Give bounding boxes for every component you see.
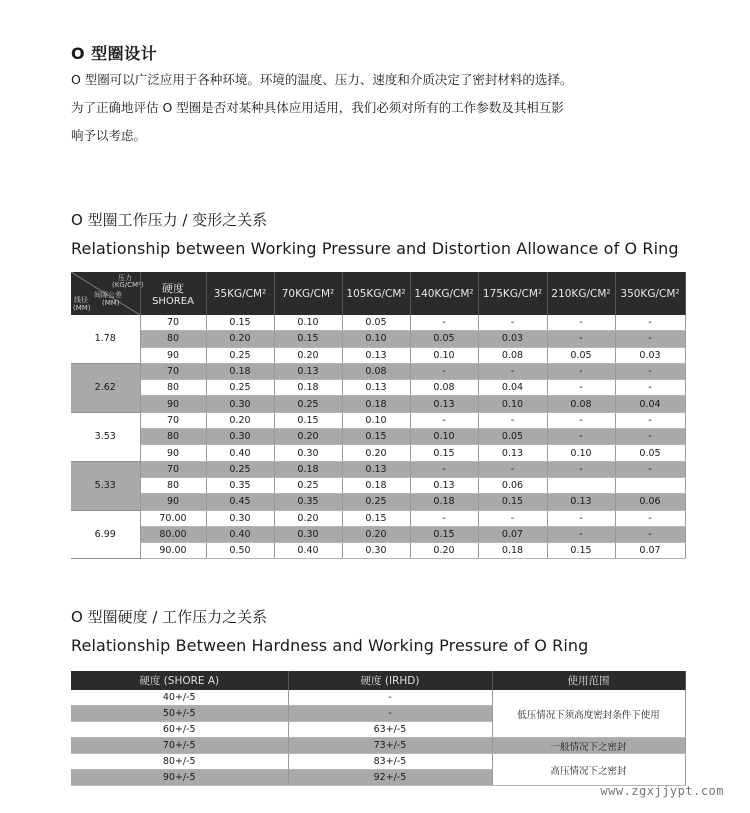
hardness-cell: 80 [140,380,206,396]
corner-header-cell [71,272,144,315]
value-cell: 0.10 [274,315,342,331]
value-cell: - [615,429,685,445]
value-cell: 0.30 [274,526,342,542]
value-cell: 0.03 [615,347,685,363]
value-cell: 0.10 [342,331,410,347]
table-row [71,412,685,428]
value-cell: 0.15 [274,331,342,347]
diameter-cell: 5.33 [71,461,140,510]
value-cell: 0.06 [478,477,547,493]
value-cell: - [410,315,478,331]
shore-cell: 40+/-5 [71,690,288,706]
value-cell: - [547,461,615,477]
pressure-col-header: 35KG/CM² [206,272,274,315]
table-row [71,510,685,526]
value-cell: - [547,380,615,396]
hardness-header-cn: 硬度 [162,282,184,295]
diameter-cell: 3.53 [71,412,140,461]
value-cell: 0.25 [206,461,274,477]
hardness-table-header-row [71,671,685,690]
hardness-cell: 90 [140,347,206,363]
value-cell: 0.13 [478,445,547,461]
value-cell: 0.13 [410,477,478,493]
hardness-section-title-cn: O 型圈硬度 / 工作压力之关系 [71,608,268,626]
value-cell: 0.20 [342,526,410,542]
diameter-cell: 2.62 [71,363,140,412]
table-row [71,315,685,331]
hardness-col-header: 硬度 (IRHD) [288,671,492,690]
value-cell: 0.03 [478,331,547,347]
shore-cell: 60+/-5 [71,722,288,738]
value-cell: 0.50 [206,543,274,559]
value-cell: 0.05 [410,331,478,347]
value-cell: 0.45 [206,494,274,510]
value-cell: 0.15 [206,315,274,331]
value-cell: - [615,380,685,396]
value-cell: 0.18 [274,461,342,477]
hardness-cell: 90 [140,494,206,510]
value-cell: 0.13 [342,461,410,477]
value-cell: 0.13 [342,347,410,363]
value-cell: 0.30 [206,429,274,445]
design-paragraph-line-3: 响予以考虑。 [71,128,147,143]
value-cell: 0.30 [206,510,274,526]
value-cell: 0.30 [342,543,410,559]
value-cell: - [615,331,685,347]
hardness-cell: 70.00 [140,510,206,526]
value-cell [615,477,685,493]
value-cell: - [410,363,478,379]
usage-cell: 高压情况下之密封 [492,754,685,786]
value-cell: - [547,331,615,347]
usage-cell: 低压情况下须高度密封条件下使用 [492,690,685,738]
value-cell: 0.25 [274,396,342,412]
value-cell: 0.10 [342,412,410,428]
value-cell: 0.13 [342,380,410,396]
value-cell: 0.20 [274,510,342,526]
hardness-section-title-en: Relationship Between Hardness and Working Pressure of O Ring [71,636,589,655]
hardness-pressure-table [71,671,686,786]
value-cell: 0.15 [547,543,615,559]
table-row [71,738,685,754]
pressure-col-header: 350KG/CM² [615,272,685,315]
hardness-cell: 80 [140,477,206,493]
table-row [71,429,685,445]
pressure-table-header-row [71,272,685,315]
corner-gap-label: 间隙公差 [94,291,122,299]
value-cell: 0.18 [478,543,547,559]
value-cell: - [478,363,547,379]
value-cell: 0.25 [206,347,274,363]
irhd-cell: 92+/-5 [288,770,492,786]
value-cell [547,477,615,493]
table-row [71,347,685,363]
value-cell: - [615,363,685,379]
value-cell: - [547,510,615,526]
value-cell: 0.40 [206,526,274,542]
value-cell: 0.04 [615,396,685,412]
value-cell: 0.05 [615,445,685,461]
table-row [71,396,685,412]
table-row [71,380,685,396]
table-row [71,461,685,477]
value-cell: 0.07 [478,526,547,542]
hardness-cell: 70 [140,315,206,331]
value-cell: 0.04 [478,380,547,396]
pressure-col-header: 70KG/CM² [274,272,342,315]
value-cell: 0.10 [547,445,615,461]
irhd-cell: 63+/-5 [288,722,492,738]
corner-diameter-label: 线径 [74,296,88,304]
irhd-cell: 83+/-5 [288,754,492,770]
hardness-header-en: SHOREA [152,296,194,307]
value-cell: 0.10 [478,396,547,412]
value-cell: 0.25 [342,494,410,510]
value-cell: 0.20 [206,331,274,347]
value-cell: 0.15 [478,494,547,510]
shore-cell: 80+/-5 [71,754,288,770]
table-row [71,363,685,379]
value-cell: 0.30 [206,396,274,412]
irhd-cell: - [288,690,492,706]
value-cell: - [547,429,615,445]
table-row [71,445,685,461]
pressure-section-title-en: Relationship between Working Pressure and Distortion Allowance of O Ring [71,239,679,258]
corner-diameter-unit: (MM) [73,304,91,312]
value-cell: - [547,363,615,379]
value-cell: 0.13 [410,396,478,412]
value-cell: 0.05 [547,347,615,363]
value-cell: 0.10 [410,429,478,445]
table-row [71,477,685,493]
value-cell: 0.18 [206,363,274,379]
value-cell: 0.15 [410,445,478,461]
value-cell: 0.15 [342,510,410,526]
value-cell: - [478,315,547,331]
value-cell: 0.15 [410,526,478,542]
hardness-cell: 80 [140,331,206,347]
table-row [71,526,685,542]
shore-cell: 70+/-5 [71,738,288,754]
value-cell: - [410,510,478,526]
value-cell: 0.08 [547,396,615,412]
hardness-cell: 90.00 [140,543,206,559]
pressure-table-body [71,315,685,559]
value-cell: - [478,412,547,428]
hardness-cell: 90 [140,445,206,461]
value-cell: 0.18 [342,396,410,412]
corner-pressure-unit: (KG/CM²) [112,281,144,289]
value-cell: 0.15 [274,412,342,428]
value-cell: 0.20 [274,429,342,445]
value-cell: 0.35 [274,494,342,510]
value-cell: 0.10 [410,347,478,363]
value-cell: 0.25 [274,477,342,493]
corner-gap-unit: (MM) [102,299,120,307]
table-row [71,543,685,559]
irhd-cell: 73+/-5 [288,738,492,754]
value-cell: - [615,461,685,477]
value-cell: 0.30 [274,445,342,461]
table-row [71,331,685,347]
value-cell: 0.05 [478,429,547,445]
hardness-col-header: 使用范围 [492,671,685,690]
value-cell: 0.20 [206,412,274,428]
design-paragraph-line-1: O 型圈可以广泛应用于各种环境。环境的温度、压力、速度和介质决定了密封材料的选择。 [71,72,573,87]
value-cell: 0.15 [342,429,410,445]
diameter-cell: 6.99 [71,510,140,559]
value-cell: - [615,510,685,526]
value-cell: - [547,412,615,428]
corner-pressure-label: 压力 [118,274,132,282]
hardness-col-header: 硬度 (SHORE A) [71,671,288,690]
value-cell: 0.20 [410,543,478,559]
pressure-section-title-cn: O 型圈工作压力 / 变形之关系 [71,211,268,229]
pressure-col-header: 140KG/CM² [410,272,478,315]
value-cell: 0.40 [274,543,342,559]
table-row [71,754,685,770]
value-cell: 0.08 [410,380,478,396]
value-cell: - [478,510,547,526]
value-cell: - [478,461,547,477]
value-cell: - [547,315,615,331]
hardness-cell: 80.00 [140,526,206,542]
value-cell: - [410,461,478,477]
shore-cell: 50+/-5 [71,706,288,722]
value-cell: - [410,412,478,428]
pressure-col-header: 175KG/CM² [478,272,547,315]
value-cell: 0.20 [274,347,342,363]
value-cell: - [615,412,685,428]
value-cell: 0.06 [615,494,685,510]
pressure-distortion-table [71,272,686,559]
hardness-cell: 90 [140,396,206,412]
irhd-cell: - [288,706,492,722]
pressure-col-header: 105KG/CM² [342,272,410,315]
watermark: www.zgxjjypt.com [600,784,724,798]
shore-cell: 90+/-5 [71,770,288,786]
design-paragraph-line-2: 为了正确地评估 O 型圈是否对某种具体应用适用，我们必须对所有的工作参数及其相互影 [71,100,564,115]
hardness-cell: 70 [140,363,206,379]
value-cell: 0.20 [342,445,410,461]
value-cell: 0.08 [342,363,410,379]
value-cell: 0.13 [274,363,342,379]
value-cell: 0.18 [274,380,342,396]
hardness-cell: 80 [140,429,206,445]
diameter-cell: 1.78 [71,315,140,363]
value-cell: 0.05 [342,315,410,331]
value-cell: 0.08 [478,347,547,363]
value-cell: 0.18 [342,477,410,493]
value-cell: 0.25 [206,380,274,396]
value-cell: - [547,526,615,542]
table-row [71,690,685,706]
design-title: O 型圈设计 [71,44,158,63]
value-cell: 0.18 [410,494,478,510]
usage-cell: 一般情况下之密封 [492,738,685,754]
value-cell: 0.13 [547,494,615,510]
hardness-cell: 70 [140,412,206,428]
value-cell: 0.07 [615,543,685,559]
pressure-col-header: 210KG/CM² [547,272,615,315]
hardness-header-cell [140,272,206,315]
value-cell: 0.40 [206,445,274,461]
hardness-cell: 70 [140,461,206,477]
value-cell: 0.35 [206,477,274,493]
value-cell: - [615,315,685,331]
table-row [71,494,685,510]
value-cell: - [615,526,685,542]
